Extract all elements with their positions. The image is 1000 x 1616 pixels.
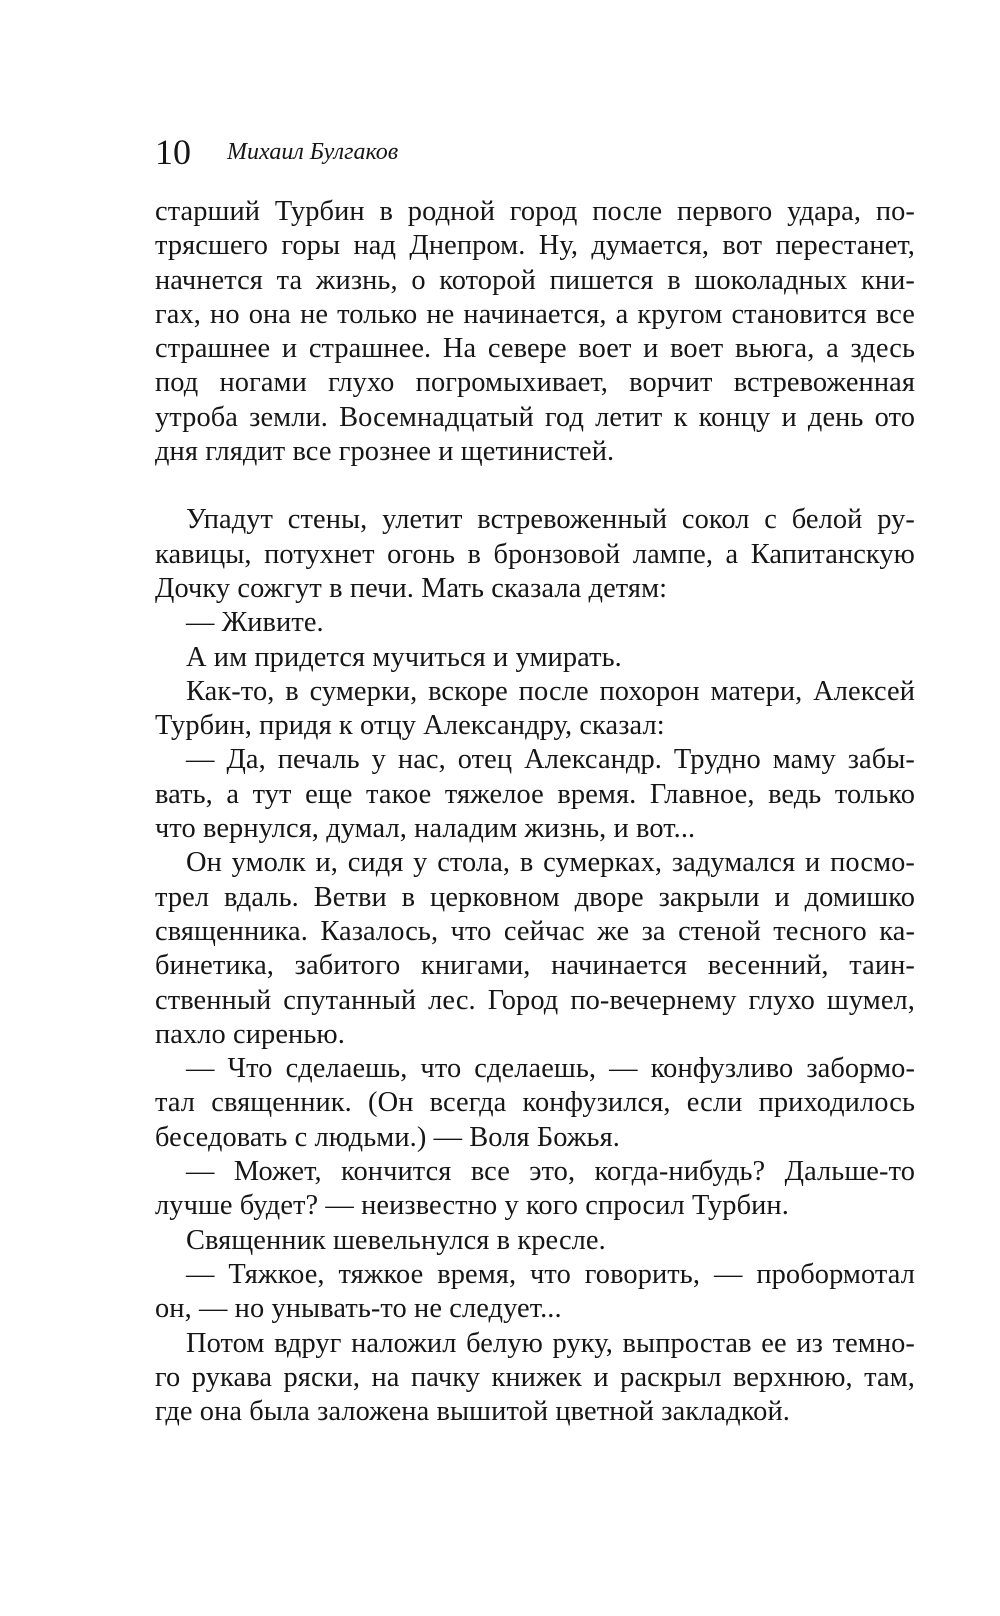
text-line: беседовать с людьми.) — Воля Божья. xyxy=(155,1121,620,1153)
text-line: где она была заложена вышитой цветной закладкой. xyxy=(155,1396,790,1428)
text-line: Священник шевельнулся в кресле. xyxy=(186,1224,606,1256)
text-line: лучше будет? — неизвестно у кого спросил Турбин. xyxy=(155,1190,789,1222)
text-line: го рукава ряски, на пачку книжек и раскрыл верхнюю, там, xyxy=(155,1361,915,1393)
text-line: — Может, кончится все это, когда-нибудь? Дальше-то xyxy=(186,1156,915,1188)
page-header xyxy=(155,130,915,174)
text-line: — Что сделаешь, что сделаешь, — конфузливо забормо- xyxy=(186,1053,915,1085)
page-number: 10 xyxy=(155,132,191,172)
body-text xyxy=(155,195,915,1429)
text-line: тал священник. (Он всегда конфузился, если приходилось xyxy=(155,1087,915,1119)
text-line: старший Турбин в родной город после первого удара, по- xyxy=(155,196,915,227)
running-title-author: Михаил Булгаков xyxy=(227,139,399,165)
text-line: Как-то, в сумерки, вскоре после похорон матери, Алексей xyxy=(186,675,915,707)
text-line: трясшего горы над Днепром. Ну, думается, вот перестанет, xyxy=(155,230,915,262)
text-line: трел вдаль. Ветви в церковном дворе закрыли и домишко xyxy=(155,881,915,913)
text-line: Дочку сожгут в печи. Мать сказала детям: xyxy=(155,572,668,604)
text-line: Он умолк и, сидя у стола, в сумерках, задумался и посмо- xyxy=(186,847,915,879)
text-line: — Живите. xyxy=(186,607,324,639)
text-line: под ногами глухо погромыхивает, ворчит встревоженная xyxy=(155,367,915,399)
text-line: ственный спутанный лес. Город по-вечернему глухо шумел, xyxy=(155,984,915,1016)
text-line: утроба земли. Восемнадцатый год летит к концу и день ото xyxy=(155,401,915,433)
text-line: — Тяжкое, тяжкое время, что говорить, — пробормотал xyxy=(186,1258,915,1290)
text-line: — Да, печаль у нас, отец Александр. Трудно маму забы- xyxy=(186,744,915,776)
text-line: вать, а тут еще такое тяжелое время. Главное, ведь только xyxy=(155,778,915,810)
text-line: Турбин, придя к отцу Александру, сказал: xyxy=(155,710,665,742)
text-line: пахло сиренью. xyxy=(155,1018,345,1050)
text-line: что вернулся, думал, наладим жизнь, и вот... xyxy=(155,813,696,845)
text-line: кавицы, потухнет огонь в бронзовой лампе, а Капитанскую xyxy=(155,538,915,570)
text-line: начнется та жизнь, о которой пишется в шоколадных кни- xyxy=(155,264,915,296)
text-line: бинетика, забитого книгами, начинается весенний, таин- xyxy=(155,950,915,982)
text-line: Потом вдруг наложил белую руку, выпростав ее из темно- xyxy=(186,1327,915,1359)
text-line: дня глядит все грознее и щетинистей. xyxy=(155,436,615,468)
text-line: страшнее и страшнее. На севере воет и воет вьюга, а здесь xyxy=(155,333,915,365)
text-line: Упадут стены, улетит встревоженный сокол с белой ру- xyxy=(186,504,915,536)
text-line: А им придется мучиться и умирать. xyxy=(186,641,622,673)
text-line: гах, но она не только не начинается, а кругом становится все xyxy=(155,298,915,330)
text-line: он, — но унывать-то не следует... xyxy=(155,1293,562,1325)
text-line: священника. Казалось, что сейчас же за стеной тесного ка- xyxy=(155,915,915,947)
section-break xyxy=(155,469,915,503)
